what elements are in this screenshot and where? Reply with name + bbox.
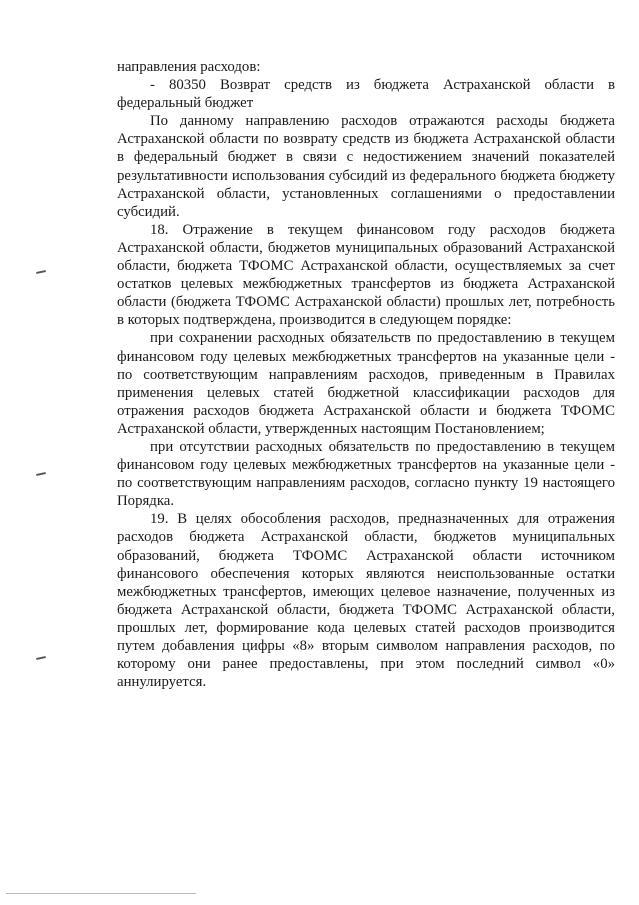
margin-scan-mark xyxy=(36,472,46,476)
paragraph-code-80350: - 80350 Возврат средств из бюджета Астраханской области в федеральный бюджет xyxy=(117,77,615,112)
footer-rule xyxy=(6,893,196,894)
paragraph-direction-label: направления расходов: xyxy=(117,59,261,75)
paragraph-item-18: 18. Отражение в текущем финансовом году расходов бюджета Астраханской области, бюджетов муниципальных образований Астраханской области, бюджета ТФОМС Астраханской области, осуществляемых за счет остатков целевых межбюджетных трансфертов из бюджета Астраханской области (бюджета ТФОМС Астраханской области) прошлых лет, потребность в которых подтверждена, производится в следующем порядке: xyxy=(117,221,615,329)
paragraph-80350-description: По данному направлению расходов отражаются расходы бюджета Астраханской области по возврату средств из бюджета Астраханской области в федеральный бюджет в связи с недостижением значений показателей результативности использования субсидий из федерального бюджета бюджету Астраханской области, установленных соглашениями о предоставлении субсидий. xyxy=(117,113,615,220)
paragraph-item-19: 19. В целях обособления расходов, предназначенных для отражения расходов бюджета Астраханской области, бюджетов муниципальных образований, бюджета ТФОМС Астраханской области источником финансового обеспечения которых являются неиспользованные остатки межбюджетных трансфертов, имеющих целевое назначение, полученных из бюджета Астраханской области, бюджета ТФОМС Астраханской области, прошлых лет, формирование кода целевых статей расходов производится путем добавления цифры «8» вторым символом направления расходов, по которому они ранее предоставлены, при этом последний символ «0» аннулируется. xyxy=(117,511,615,691)
margin-scan-mark xyxy=(36,270,46,274)
document-body xyxy=(117,58,615,691)
margin-scan-mark xyxy=(36,656,46,660)
paragraph-item-18-case-1: при сохранении расходных обязательств по предоставлению в текущем финансовом году целевых межбюджетных трансфертов на указанные цели - по соответствующим направлениям расходов, приведенным в Правилах применения целевых статей бюджетной классификации расходов для отражения расходов бюджета Астраханской области и бюджета ТФОМС Астраханской области, утвержденных настоящим Постановлением; xyxy=(117,330,615,437)
paragraph-item-18-case-2: при отсутствии расходных обязательств по предоставлению в текущем финансовом году целевых межбюджетных трансфертов на указанные цели - по соответствующим направлениям расходов, согласно пункту 19 настоящего Порядка. xyxy=(117,438,615,510)
